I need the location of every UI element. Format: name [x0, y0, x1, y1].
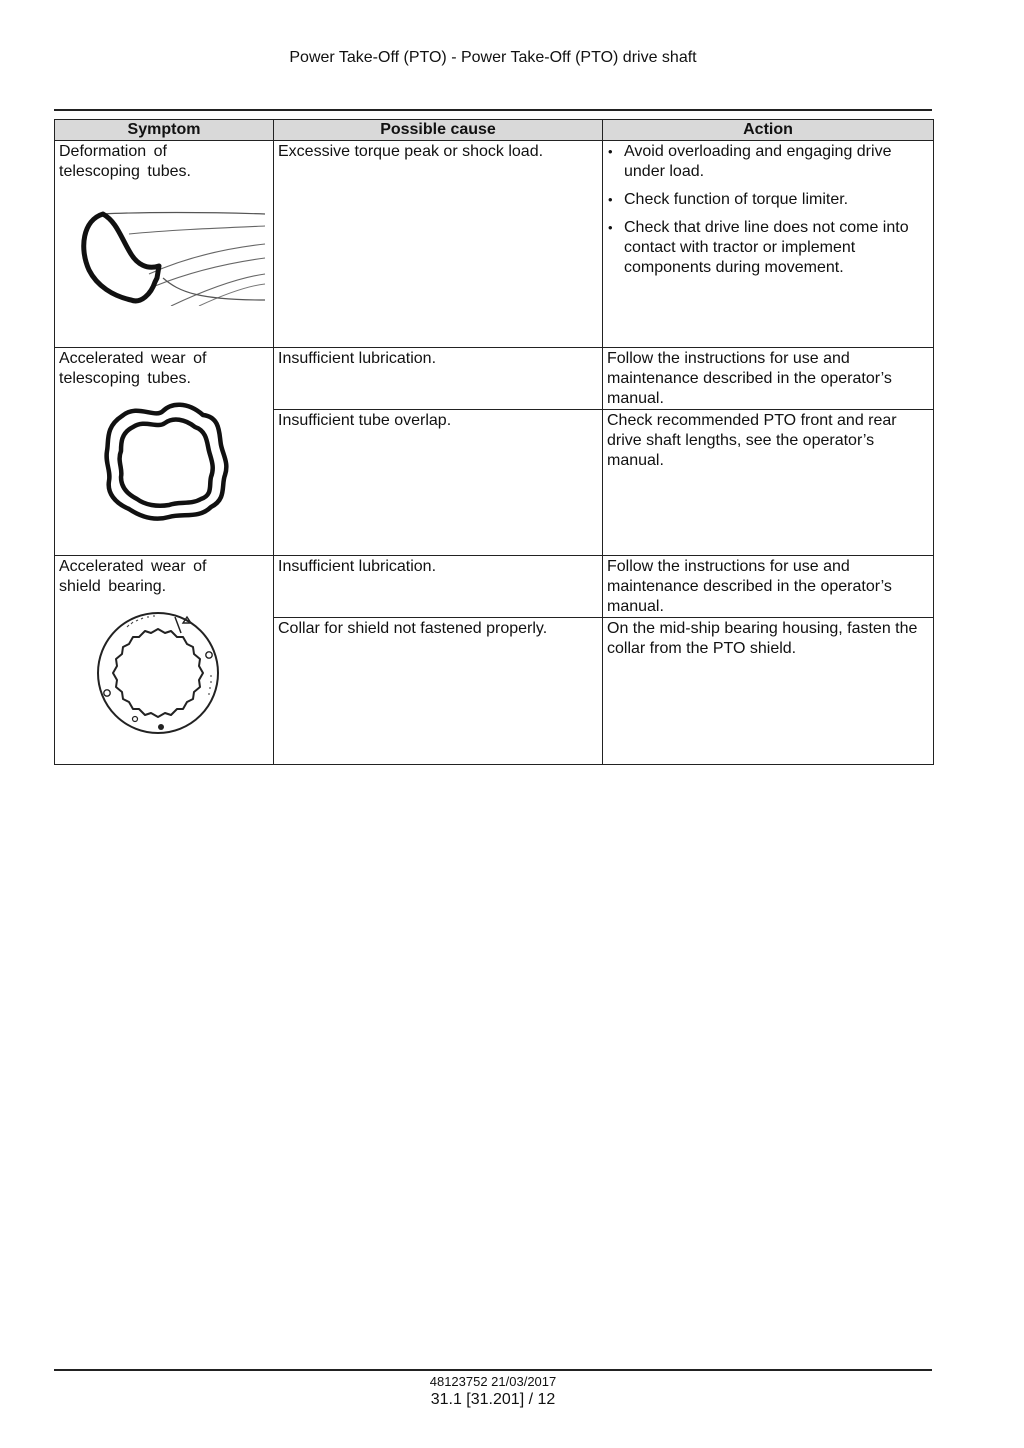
action-item: • Avoid overloading and engaging drive under load.	[607, 142, 929, 182]
worn-tube-profile-icon	[59, 389, 269, 529]
header-rule	[54, 109, 932, 111]
cause-cell: Insufficient lubrication.	[274, 556, 603, 618]
troubleshooting-table	[54, 119, 934, 765]
action-cell: Follow the instructions for use and maintenance described in the operator’s manual.	[603, 348, 934, 410]
table-header-row	[55, 120, 934, 141]
table-row	[55, 348, 934, 410]
column-header-symptom: Symptom	[55, 120, 274, 141]
footer-rule	[54, 1369, 932, 1371]
symptom-text: Accelerated wear of shield bearing.	[59, 558, 207, 595]
column-header-action: Action	[603, 120, 934, 141]
footer-doc-code: 48123752 21/03/2017	[429, 1374, 557, 1389]
cause-cell: Collar for shield not fastened properly.	[274, 618, 603, 765]
symptom-text: Deformation of telescoping tubes.	[59, 143, 191, 180]
action-cell: Check recommended PTO front and rear drive shaft lengths, see the operator’s manual.	[603, 410, 934, 556]
deformed-tube-icon	[59, 186, 269, 306]
action-cell: On the mid-ship bearing housing, fasten the collar from the PTO shield.	[603, 618, 934, 765]
table-row	[55, 141, 934, 348]
cause-cell: Insufficient lubrication.	[274, 348, 603, 410]
action-cell	[603, 141, 934, 348]
column-header-cause: Possible cause	[274, 120, 603, 141]
footer-page-number: 31.1 [31.201] / 12	[430, 1391, 556, 1408]
shield-bearing-icon	[59, 597, 269, 737]
cause-cell: Excessive torque peak or shock load.	[274, 141, 603, 348]
symptom-cell	[55, 556, 274, 765]
page-header-title: Power Take-Off (PTO) - Power Take-Off (PTO) drive shaft	[289, 49, 697, 66]
table-row	[55, 556, 934, 618]
action-item: • Check function of torque limiter.	[607, 190, 929, 210]
action-list	[607, 142, 929, 278]
cause-cell: Insufficient tube overlap.	[274, 410, 603, 556]
symptom-text: Accelerated wear of telescoping tubes.	[59, 350, 207, 387]
symptom-cell	[55, 348, 274, 556]
action-cell: Follow the instructions for use and maintenance described in the operator’s manual.	[603, 556, 934, 618]
action-item: • Check that drive line does not come into contact with tractor or implement components during movement.	[607, 218, 929, 278]
symptom-cell	[55, 141, 274, 348]
